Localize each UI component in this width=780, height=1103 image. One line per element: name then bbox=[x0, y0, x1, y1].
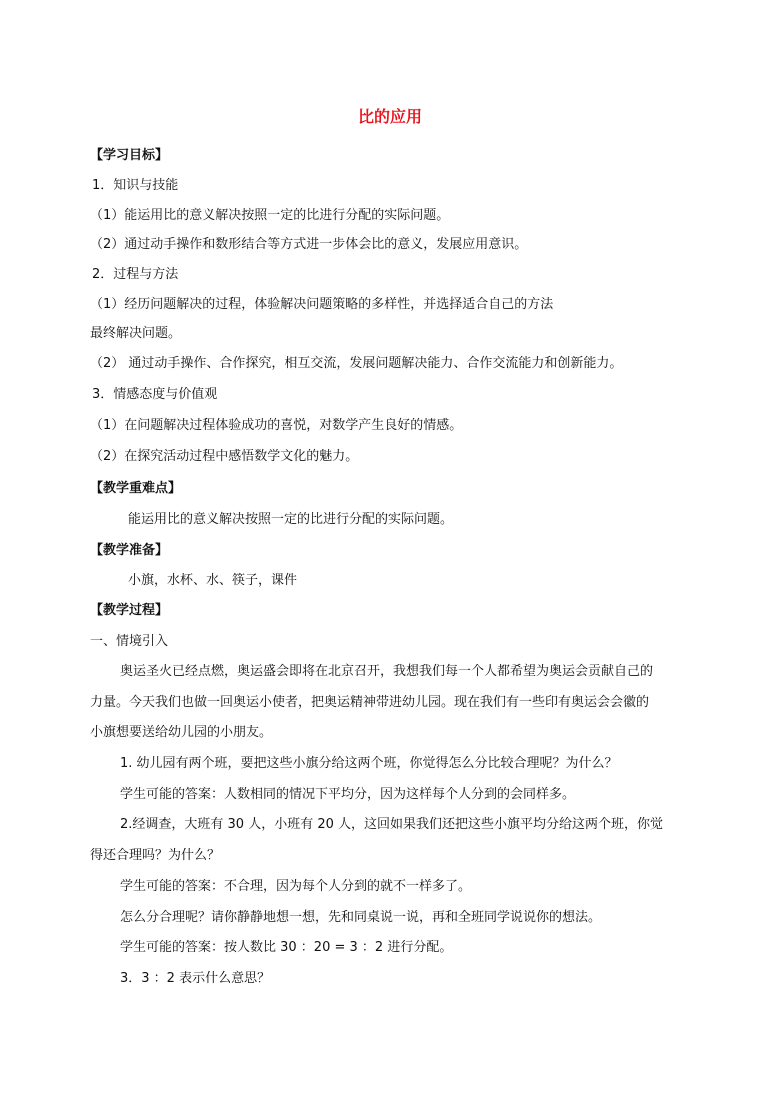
question-4: 3．3 ：2 表示什么意思？ bbox=[120, 971, 271, 986]
answer-1: 学生可能的答案：人数相同的情况下平均分，因为这样每个人分到的会同样多。 bbox=[120, 787, 576, 802]
attitude-item-2: （2）在探究活动过程中感悟数学文化的魅力。 bbox=[90, 449, 359, 464]
attitude-heading: 3．情感态度与价值观 bbox=[92, 387, 218, 402]
process-item-1-cont: 最终解决问题。 bbox=[90, 326, 182, 341]
preparation-heading: 【教学准备】 bbox=[90, 543, 169, 558]
objectives-heading: 【学习目标】 bbox=[90, 148, 169, 163]
attitude-item-1: （1）在问题解决过程体验成功的喜悦，对数学产生良好的情感。 bbox=[90, 418, 463, 433]
key-points-heading: 【教学重难点】 bbox=[90, 481, 182, 496]
process-item-2: （2） 通过动手操作、合作探究，相互交流，发展问题解决能力、合作交流能力和创新能力。 bbox=[90, 356, 623, 371]
situation-heading: 一、情境引入 bbox=[90, 634, 169, 649]
process-heading: 2．过程与方法 bbox=[92, 267, 179, 282]
knowledge-item-1: （1）能运用比的意义解决按照一定的比进行分配的实际问题。 bbox=[90, 208, 450, 223]
process-item-1: （1）经历问题解决的过程，体验解决问题策略的多样性，并选择适合自己的方法 bbox=[90, 297, 554, 312]
question-3: 怎么分合理呢？请你静静地想一想，先和同桌说一说，再和全班同学说说你的想法。 bbox=[120, 910, 602, 925]
intro-line-1: 奥运圣火已经点燃，奥运盛会即将在北京召开，我想我们每一个人都希望为奥运会贡献自己的 bbox=[120, 664, 654, 679]
key-points-text: 能运用比的意义解决按照一定的比进行分配的实际问题。 bbox=[128, 512, 454, 527]
knowledge-item-2: （2）通过动手操作和数形结合等方式进一步体会比的意义，发展应用意识。 bbox=[90, 237, 528, 252]
intro-line-3: 小旗想要送给幼儿园的小朋友。 bbox=[90, 725, 273, 740]
page-title: 比的应用 bbox=[357, 107, 422, 126]
process-section-heading: 【教学过程】 bbox=[90, 603, 169, 618]
question-1: 1. 幼儿园有两个班，要把这些小旗分给这两个班，你觉得怎么分比较合理呢？为什么？ bbox=[120, 756, 618, 771]
knowledge-heading: 1．知识与技能 bbox=[92, 178, 179, 193]
intro-line-2: 力量。今天我们也做一回奥运小使者，把奥运精神带进幼儿园。现在我们有一些印有奥运会会徽的 bbox=[90, 695, 650, 710]
answer-2: 学生可能的答案：不合理，因为每个人分到的就不一样多了。 bbox=[120, 879, 472, 894]
question-2-line-1: 2.经调查，大班有 30 人，小班有 20 人，这回如果我们还把这些小旗平均分给这两个班，你觉 bbox=[120, 817, 664, 832]
question-2-line-2: 得还合理吗？为什么？ bbox=[90, 848, 221, 863]
preparation-text: 小旗，水杯、水、筷子，课件 bbox=[128, 573, 298, 588]
answer-3: 学生可能的答案：按人数比 30 ：20 = 3 ：2 进行分配。 bbox=[120, 940, 453, 955]
